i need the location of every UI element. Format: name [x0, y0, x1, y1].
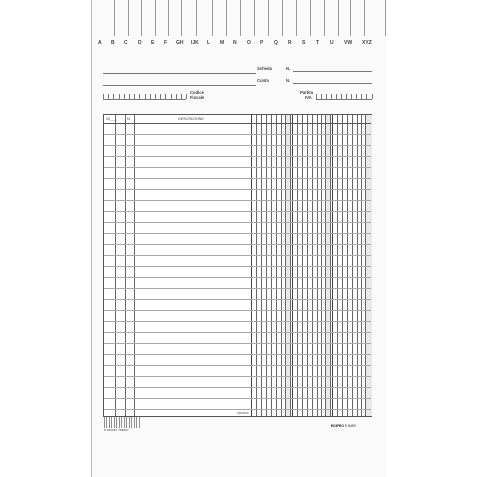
- tab-letter: Q: [274, 40, 278, 46]
- header-year: 20___: [106, 117, 117, 121]
- conto-line: [103, 85, 256, 86]
- barcode-number: 8 020252 786897: [104, 428, 129, 432]
- table-row: [104, 299, 371, 300]
- partita-iva-label-2: IVA: [305, 95, 312, 100]
- partita-iva-ticks: [316, 93, 372, 100]
- table-row: [104, 409, 371, 410]
- table-row: [104, 310, 371, 311]
- tab-letter: IJK: [191, 40, 199, 46]
- table-row: [104, 244, 371, 245]
- tab-letter: GH: [176, 40, 184, 46]
- brand-code: [331, 424, 356, 428]
- tab-letter: D: [138, 40, 142, 46]
- barcode: [104, 417, 140, 428]
- alphabet-tab-labels: [98, 40, 378, 52]
- tab-letter: A: [98, 40, 102, 46]
- table-row: [104, 277, 371, 278]
- tab-letter: XYZ: [362, 40, 372, 46]
- tab-letter: F: [164, 40, 168, 46]
- tab-letter: R: [288, 40, 292, 46]
- tab-letter: N: [233, 40, 237, 46]
- scheda-number-line: [293, 71, 372, 72]
- table-row: [104, 200, 371, 201]
- partita-iva-label-1: Partita: [300, 90, 314, 95]
- table-row: [104, 398, 371, 399]
- table-row: [104, 189, 371, 190]
- table-row: [104, 156, 371, 157]
- table-row: [104, 255, 371, 256]
- tab-letter: T: [316, 40, 320, 46]
- sheet-left-edge: [91, 0, 92, 477]
- table-row: [104, 354, 371, 355]
- tab-letter: S: [302, 40, 306, 46]
- table-row: [104, 365, 371, 366]
- carry-forward-label: riporture: [237, 411, 249, 415]
- table-row: [104, 343, 371, 344]
- codice-fiscale-label-1: Codice: [190, 90, 204, 95]
- table-row: [104, 211, 371, 212]
- scheda-number-label: N.: [286, 66, 291, 71]
- conto-label: Conto: [257, 78, 270, 83]
- table-row: [104, 332, 371, 333]
- scheda-line: [103, 73, 256, 74]
- table-row: [104, 233, 371, 234]
- brand-name: EDIPRO: [331, 424, 344, 428]
- header-description: DESCRIZIONE: [178, 117, 204, 121]
- table-row: [104, 387, 371, 388]
- table-row: [104, 167, 371, 168]
- table-row: [104, 266, 371, 267]
- table-row: [104, 321, 371, 322]
- table-row: [104, 134, 371, 135]
- table-row: [104, 145, 371, 146]
- codice-fiscale-ticks: [103, 93, 186, 100]
- scheda-label: Scheda: [257, 66, 272, 71]
- product-code: E 5490: [344, 424, 356, 428]
- conto-number-label: N.: [286, 78, 291, 83]
- codice-fiscale-label-2: Fiscale: [190, 95, 205, 100]
- table-row: [104, 222, 371, 223]
- tab-letter: O: [247, 40, 251, 46]
- header-divider: [104, 123, 371, 124]
- table-row: [104, 288, 371, 289]
- tab-letter: VW: [344, 40, 353, 46]
- tab-letter: U: [330, 40, 334, 46]
- table-row: [104, 376, 371, 377]
- ledger-table[interactable]: [103, 114, 372, 417]
- tab-letter: M: [220, 40, 225, 46]
- tab-letter: E: [151, 40, 155, 46]
- tab-letter: P: [260, 40, 264, 46]
- tab-letter: B: [111, 40, 115, 46]
- table-row: [104, 178, 371, 179]
- header-number: N.: [127, 117, 131, 121]
- conto-number-line: [293, 83, 372, 84]
- tab-letter: L: [207, 40, 211, 46]
- tab-letter: C: [124, 40, 128, 46]
